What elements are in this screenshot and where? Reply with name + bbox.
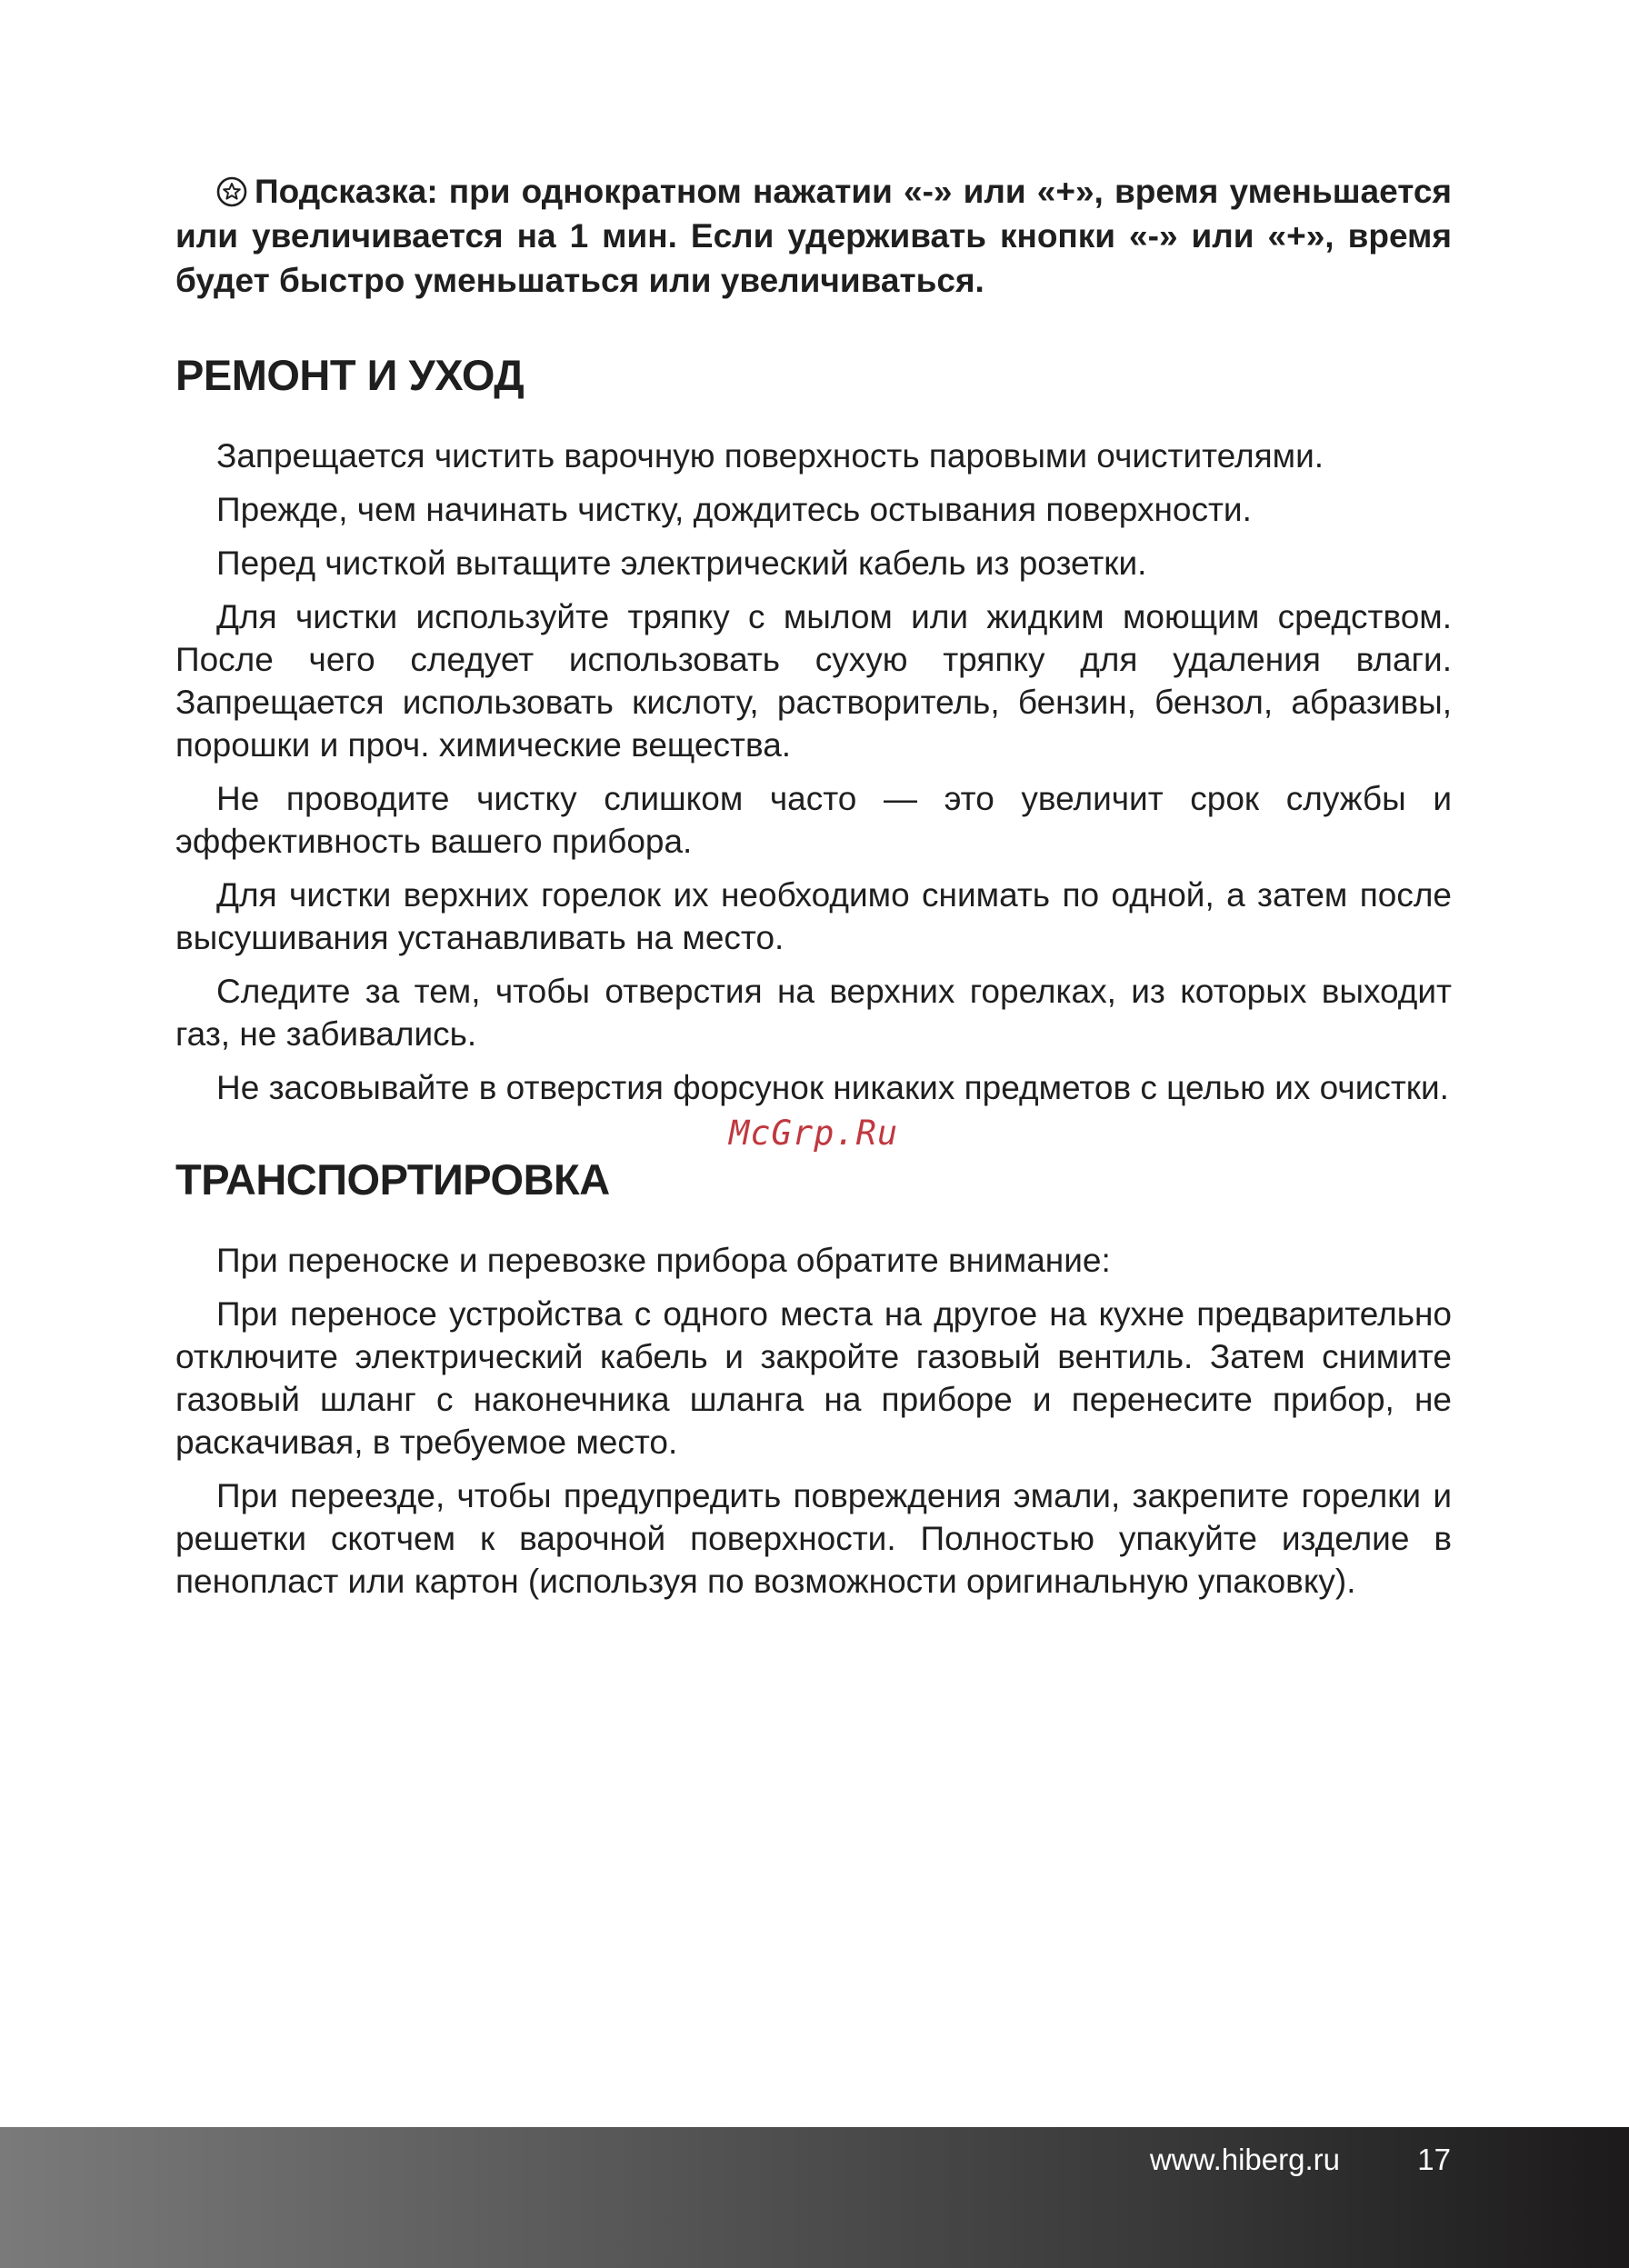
hint-paragraph bbox=[175, 169, 1452, 303]
transport-paragraph-3: При переезде, чтобы предупредить повреждения эмали, закрепите горелки и решетки скотчем к варочной поверхности. Полностью упакуйте изделие в пенопласт или картон (используя по возможности оригинальную упаковку). bbox=[175, 1477, 1452, 1600]
page-content bbox=[175, 169, 1452, 1614]
repair-paragraph-8: Не засовывайте в отверстия форсунок никаких предметов с целью их очистки. bbox=[216, 1069, 1449, 1106]
section-title-repair: РЕМОНТ И УХОД bbox=[175, 351, 525, 399]
repair-paragraph-7: Следите за тем, чтобы отверстия на верхних горелках, из которых выходит газ, не забивались. bbox=[175, 973, 1452, 1053]
hint-text: Подсказка: при однократном нажатии «-» или «+», время уменьшается или увеличивается на 1 мин. Если удерживать кнопки «-» или «+», время будет быстро уменьшаться или увеличиваться. bbox=[175, 173, 1452, 299]
transport-paragraph-1: При переноске и перевозке прибора обратите внимание: bbox=[216, 1242, 1111, 1279]
watermark: McGrp.Ru bbox=[729, 1114, 899, 1153]
section-title-transport: ТРАНСПОРТИРОВКА bbox=[175, 1155, 610, 1204]
repair-paragraph-1: Запрещается чистить варочную поверхность паровыми очистителями. bbox=[216, 437, 1324, 475]
star-circle-icon bbox=[216, 176, 247, 207]
footer-bar bbox=[0, 2127, 1629, 2268]
repair-paragraph-6: Для чистки верхних горелок их необходимо снимать по одной, а затем после высушивания устанавливать на место. bbox=[175, 876, 1452, 956]
repair-paragraph-4: Для чистки используйте тряпку с мылом или жидким моющим средством. После чего следует использовать сухую тряпку для удаления влаги. Запрещается использовать кислоту, растворитель, бензин, бензол, абразивы, порошки и проч. химические вещества. bbox=[175, 598, 1452, 764]
repair-paragraph-3: Перед чисткой вытащите электрический кабель из розетки. bbox=[216, 545, 1147, 582]
repair-paragraph-5: Не проводите чистку слишком часто — это увеличит срок службы и эффективность вашего прибора. bbox=[175, 780, 1452, 860]
transport-paragraph-2: При переносе устройства с одного места на другое на кухне предварительно отключите электрический кабель и закройте газовый вентиль. Затем снимите газовый шланг с наконечника шланга на приборе и перенесите прибор, не раскачивая, в требуемое место. bbox=[175, 1295, 1452, 1461]
repair-paragraph-2: Прежде, чем начинать чистку, дождитесь остывания поверхности. bbox=[216, 491, 1252, 528]
website-link[interactable]: www.hiberg.ru bbox=[1149, 2143, 1340, 2176]
page-number: 17 bbox=[1417, 2143, 1451, 2176]
